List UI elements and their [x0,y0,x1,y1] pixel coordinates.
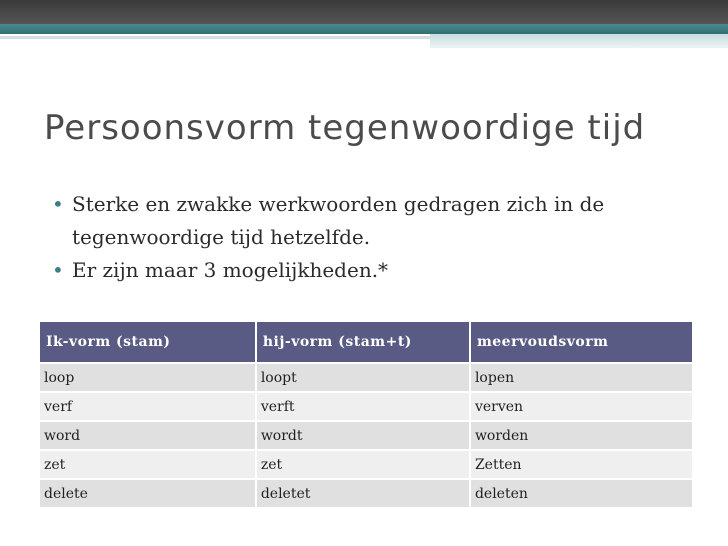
bullet-text: Er zijn maar 3 mogelijkheden.* [72,258,389,282]
column-header-hij-vorm: hij-vorm (stam+t) [257,322,471,362]
table-row [40,449,692,478]
column-header-meervoudsvorm: meervoudsvorm [471,322,692,362]
bullet-item [52,188,702,254]
table-cell: deleten [471,478,692,507]
table-cell: verven [471,391,692,420]
table-cell: verft [257,391,471,420]
top-teal-bar [0,24,728,34]
table-cell: delete [40,478,257,507]
table-row [40,478,692,507]
table-cell: zet [257,449,471,478]
bullet-dot-icon: • [52,258,64,282]
table-header-row [40,322,692,362]
table-cell: word [40,420,257,449]
table-row [40,362,692,391]
table-cell: verf [40,391,257,420]
top-gray-line [0,36,430,39]
table-cell: deletet [257,478,471,507]
table-row [40,391,692,420]
column-header-ik-vorm: Ik-vorm (stam) [40,322,257,362]
table-row [40,420,692,449]
table-cell: lopen [471,362,692,391]
table-cell: zet [40,449,257,478]
bullet-list [52,188,702,287]
verb-table [40,322,692,507]
table-cell: worden [471,420,692,449]
table-cell: loop [40,362,257,391]
table-cell: loopt [257,362,471,391]
top-dark-bar [0,0,728,24]
bullet-item [52,254,702,287]
bullet-text: Sterke en zwakke werkwoorden gedragen zich in de tegenwoordige tijd hetzelfde. [72,192,605,249]
slide-title: Persoonsvorm tegenwoordige tijd [44,108,646,148]
bullet-dot-icon: • [52,192,64,216]
table-cell: Zetten [471,449,692,478]
table-cell: wordt [257,420,471,449]
top-light-band [430,34,728,48]
